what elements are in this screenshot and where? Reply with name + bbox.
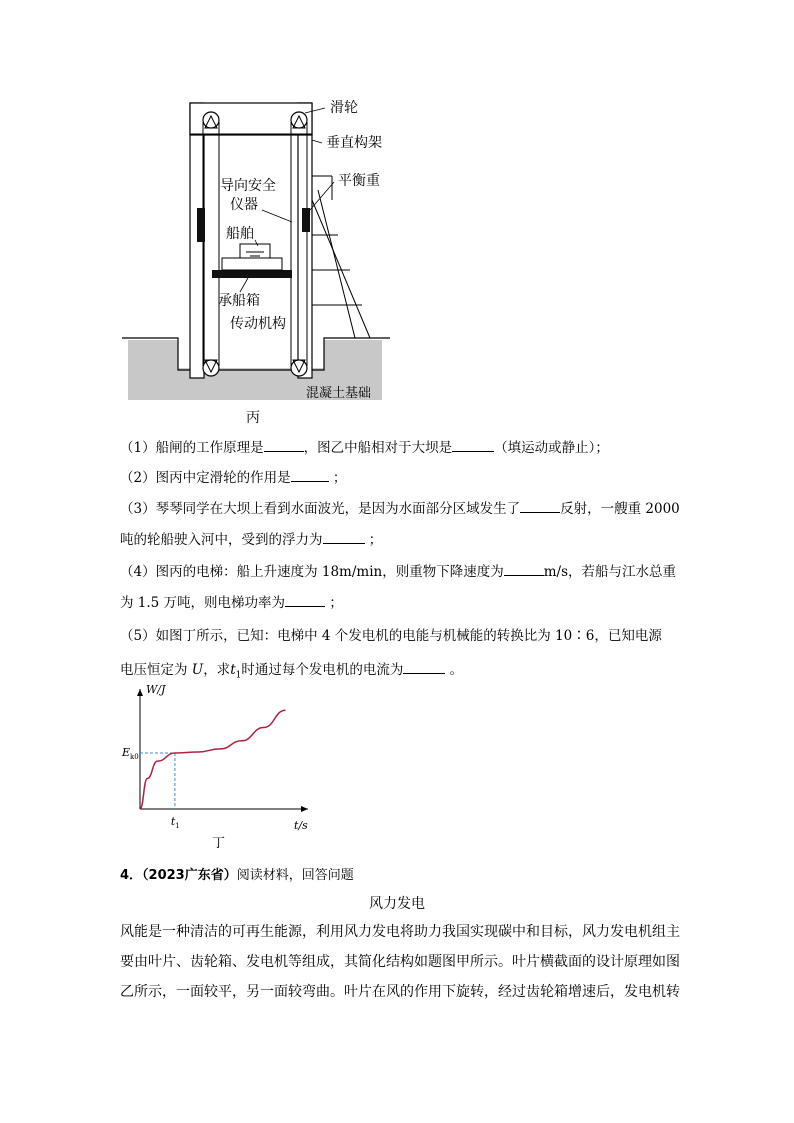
label-chamber: 承船箱 <box>218 293 260 309</box>
y-axis-label: W/J <box>146 683 166 696</box>
w-t-graph <box>115 683 315 853</box>
article-title: 风力发电 <box>369 896 425 912</box>
question-4-line-1: （4）图丙的电梯：船上升速度为 18m/min，则重物下降速度为 m/s，若船与江水总重 <box>120 561 676 582</box>
w-curve-line <box>140 710 285 809</box>
label-guide-2: 仪器 <box>230 197 258 213</box>
question-2: （2）图丙中定滑轮的作用是 ； <box>120 467 346 488</box>
top-right-pulley <box>291 112 307 128</box>
answer-blank[interactable] <box>403 659 445 674</box>
bottom-right-pulley <box>291 360 307 376</box>
label-ship: 船舶 <box>226 226 254 242</box>
ship-chamber <box>212 270 292 278</box>
label-pulley: 滑轮 <box>330 100 358 116</box>
article-paragraph: 风能是一种清洁的可再生能源，利用风力发电将助力我国实现碳中和目标，风力发电机组主要由叶片、齿轮箱、发电机等组成，其简化结构如题图甲所示。叶片横截面的设计原理如图乙所示，一面较平，另一面较弯曲。叶片在风的作用下旋转，经过齿轮箱增速后，发电机转 <box>120 924 680 1000</box>
answer-blank[interactable] <box>291 467 329 482</box>
problem-4-heading: 4．（2023广东省）阅读材料，回答问题 <box>120 868 354 883</box>
x-axis-label: t/s <box>294 819 308 832</box>
right-pillar <box>298 103 312 378</box>
answer-blank[interactable] <box>264 437 304 452</box>
y-axis-arrow <box>137 689 143 696</box>
top-left-pulley <box>203 112 219 128</box>
question-5-line-1: （5）如图丁所示，已知：电梯中 4 个发电机的电能与机械能的转换比为 10∶6，已知电源 <box>120 628 662 644</box>
left-counterweight <box>197 208 205 242</box>
answer-blank[interactable] <box>520 498 560 513</box>
ek0-label: $E_{k0}$ <box>122 746 139 761</box>
question-3-line-2: 吨的轮船驶入河中，受到的浮力为 ； <box>120 529 382 550</box>
figure-bing-caption: 丙 <box>246 410 260 426</box>
question-4-line-2: 为 1.5 万吨，则电梯功率为 ； <box>120 592 343 613</box>
question-5-line-2: 电压恒定为 U，求$t_1$时通过每个发电机的电流为 。 <box>120 659 463 686</box>
t1-label: $t_1$ <box>170 815 180 830</box>
label-guide-1: 导向安全 <box>220 178 276 194</box>
label-concrete: 混凝土基础 <box>306 386 372 401</box>
question-1: （1）船闸的工作原理是 ，图乙中船相对于大坝是 （填运动或静止）； <box>120 437 609 458</box>
x-axis-arrow <box>301 806 308 812</box>
label-drive: 传动机构 <box>230 316 286 332</box>
answer-blank[interactable] <box>323 529 365 544</box>
label-counterweight: 平衡重 <box>338 173 380 189</box>
bottom-left-pulley <box>203 360 219 376</box>
figure-ding-caption: 丁 <box>212 836 226 851</box>
answer-blank[interactable] <box>504 561 544 576</box>
right-counterweight <box>302 208 310 232</box>
answer-blank[interactable] <box>285 592 325 607</box>
answer-blank[interactable] <box>452 437 494 452</box>
question-3-line-1: （3）琴琴同学在大坝上看到水面波光，是因为水面部分区域发生了 反射，一艘重 2000 <box>120 498 680 519</box>
label-frame: 垂直构架 <box>326 135 382 151</box>
ship-lift-diagram <box>120 95 400 410</box>
